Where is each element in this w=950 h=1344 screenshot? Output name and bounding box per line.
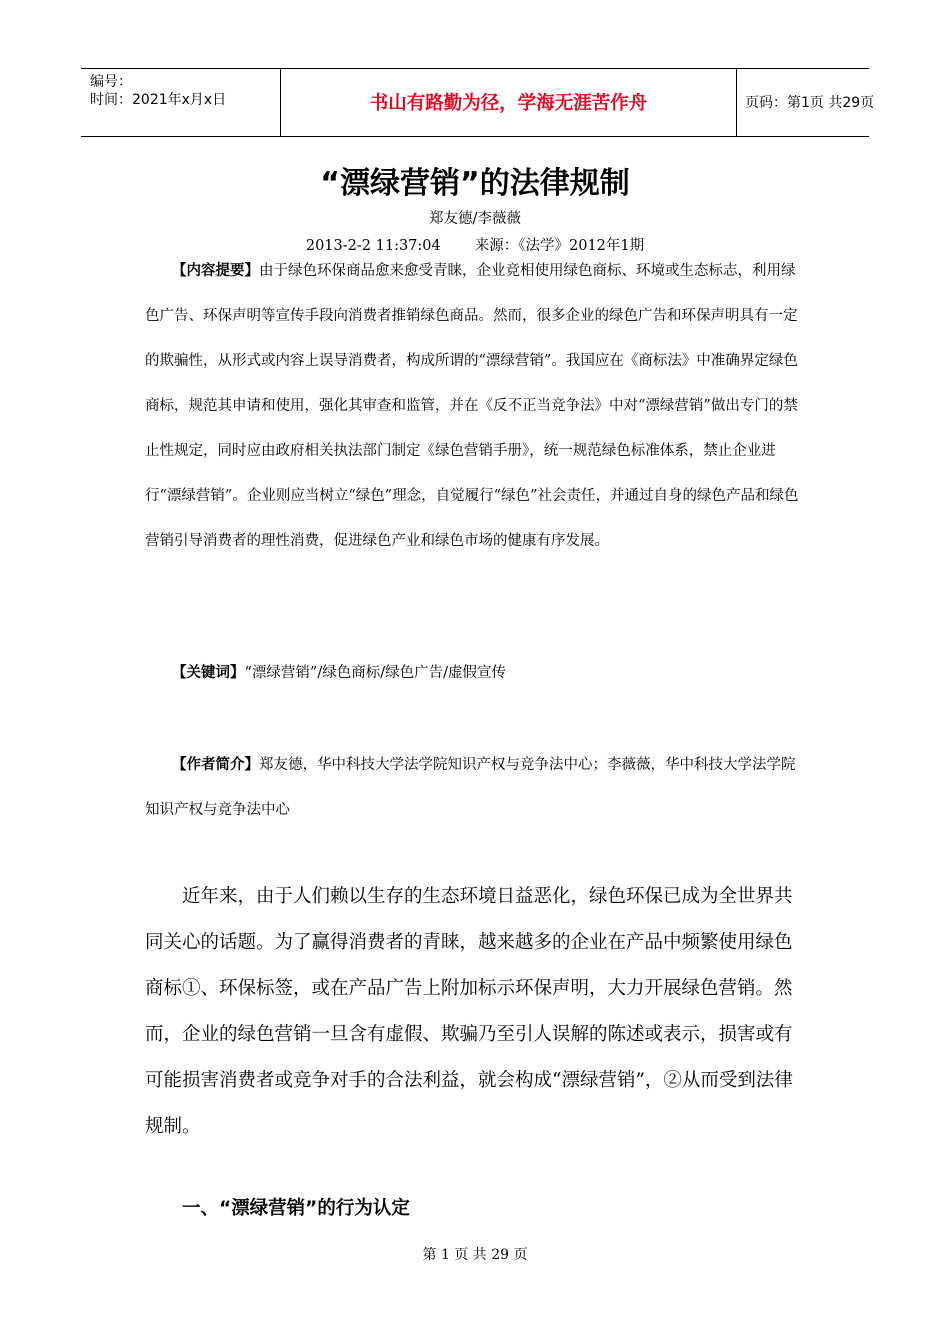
abstract-paragraph	[145, 249, 805, 564]
page-footer: 第 1 页 共 29 页	[422, 1247, 528, 1263]
header-motto-cell	[281, 69, 737, 136]
abstract-label: 【内容提要】	[172, 263, 259, 279]
intro-paragraph	[145, 874, 805, 1150]
document-header	[81, 68, 875, 137]
author-bio-paragraph	[145, 743, 805, 833]
header-page-code: 页码：第1页 共29页	[745, 95, 875, 111]
document-number-label: 编号：	[90, 74, 132, 90]
abstract-text: 由于绿色环保商品愈来愈受青睐，企业竞相使用绿色商标、环境或生态标志，利用绿色广告、环保声明等宣传手段向消费者推销绿色商品。然而，很多企业的绿色广告和环保声明具有一定的欺骗性，从形式或内容上误导消费者，构成所谓的“漂绿营销”。我国应在《商标法》中准确界定绿色商标，规范其申请和使用，强化其审查和监管，并在《反不正当竞争法》中对“漂绿营销”做出专门的禁止性规定，同时应由政府相关执法部门制定《绿色营销手册》，统一规范绿色标准体系，禁止企业进行“漂绿营销”。企业则应当树立“绿色”理念，自觉履行“绿色”社会责任，并通过自身的绿色产品和绿色营销引导消费者的理性消费，促进绿色产业和绿色市场的健康有序发展。	[145, 263, 799, 549]
article-authors: 郑友德/李薇薇	[429, 211, 521, 227]
header-meta-cell	[81, 69, 281, 136]
article-title: “漂绿营销”的法律规制	[320, 166, 630, 201]
article-datetime: 2013-2-2 11:37:04	[305, 238, 441, 254]
keywords-paragraph	[145, 651, 805, 696]
author-bio-label: 【作者简介】	[172, 757, 259, 773]
author-bio-text: 郑友德，华中科技大学法学院知识产权与竞争法中心；李薇薇，华中科技大学法学院知识产权与竞争法中心	[145, 757, 796, 818]
header-page-cell	[737, 69, 875, 136]
section-heading: 一、“漂绿营销”的行为认定	[182, 1198, 410, 1219]
keywords-label: 【关键词】	[172, 665, 245, 681]
keywords-text: “漂绿营销”/绿色商标/绿色广告/虚假宣传	[244, 665, 506, 681]
document-date-label: 时间：2021年x月x日	[90, 92, 227, 108]
intro-paragraph-text: 近年来，由于人们赖以生存的生态环境日益恶化，绿色环保已成为全世界共同关心的话题。为了赢得消费者的青睐，越来越多的企业在产品中频繁使用绿色商标①、环保标签，或在产品广告上附加标示环保声明，大力开展绿色营销。然而，企业的绿色营销一旦含有虚假、欺骗乃至引人误解的陈述或表示，损害或有可能损害消费者或竞争对手的合法利益，就会构成“漂绿营销”，②从而受到法律规制。	[145, 886, 793, 1137]
article-source: 来源：《法学》2012年1期	[474, 238, 645, 254]
header-motto: 书山有路勤为径，学海无涯苦作舟	[369, 93, 648, 114]
